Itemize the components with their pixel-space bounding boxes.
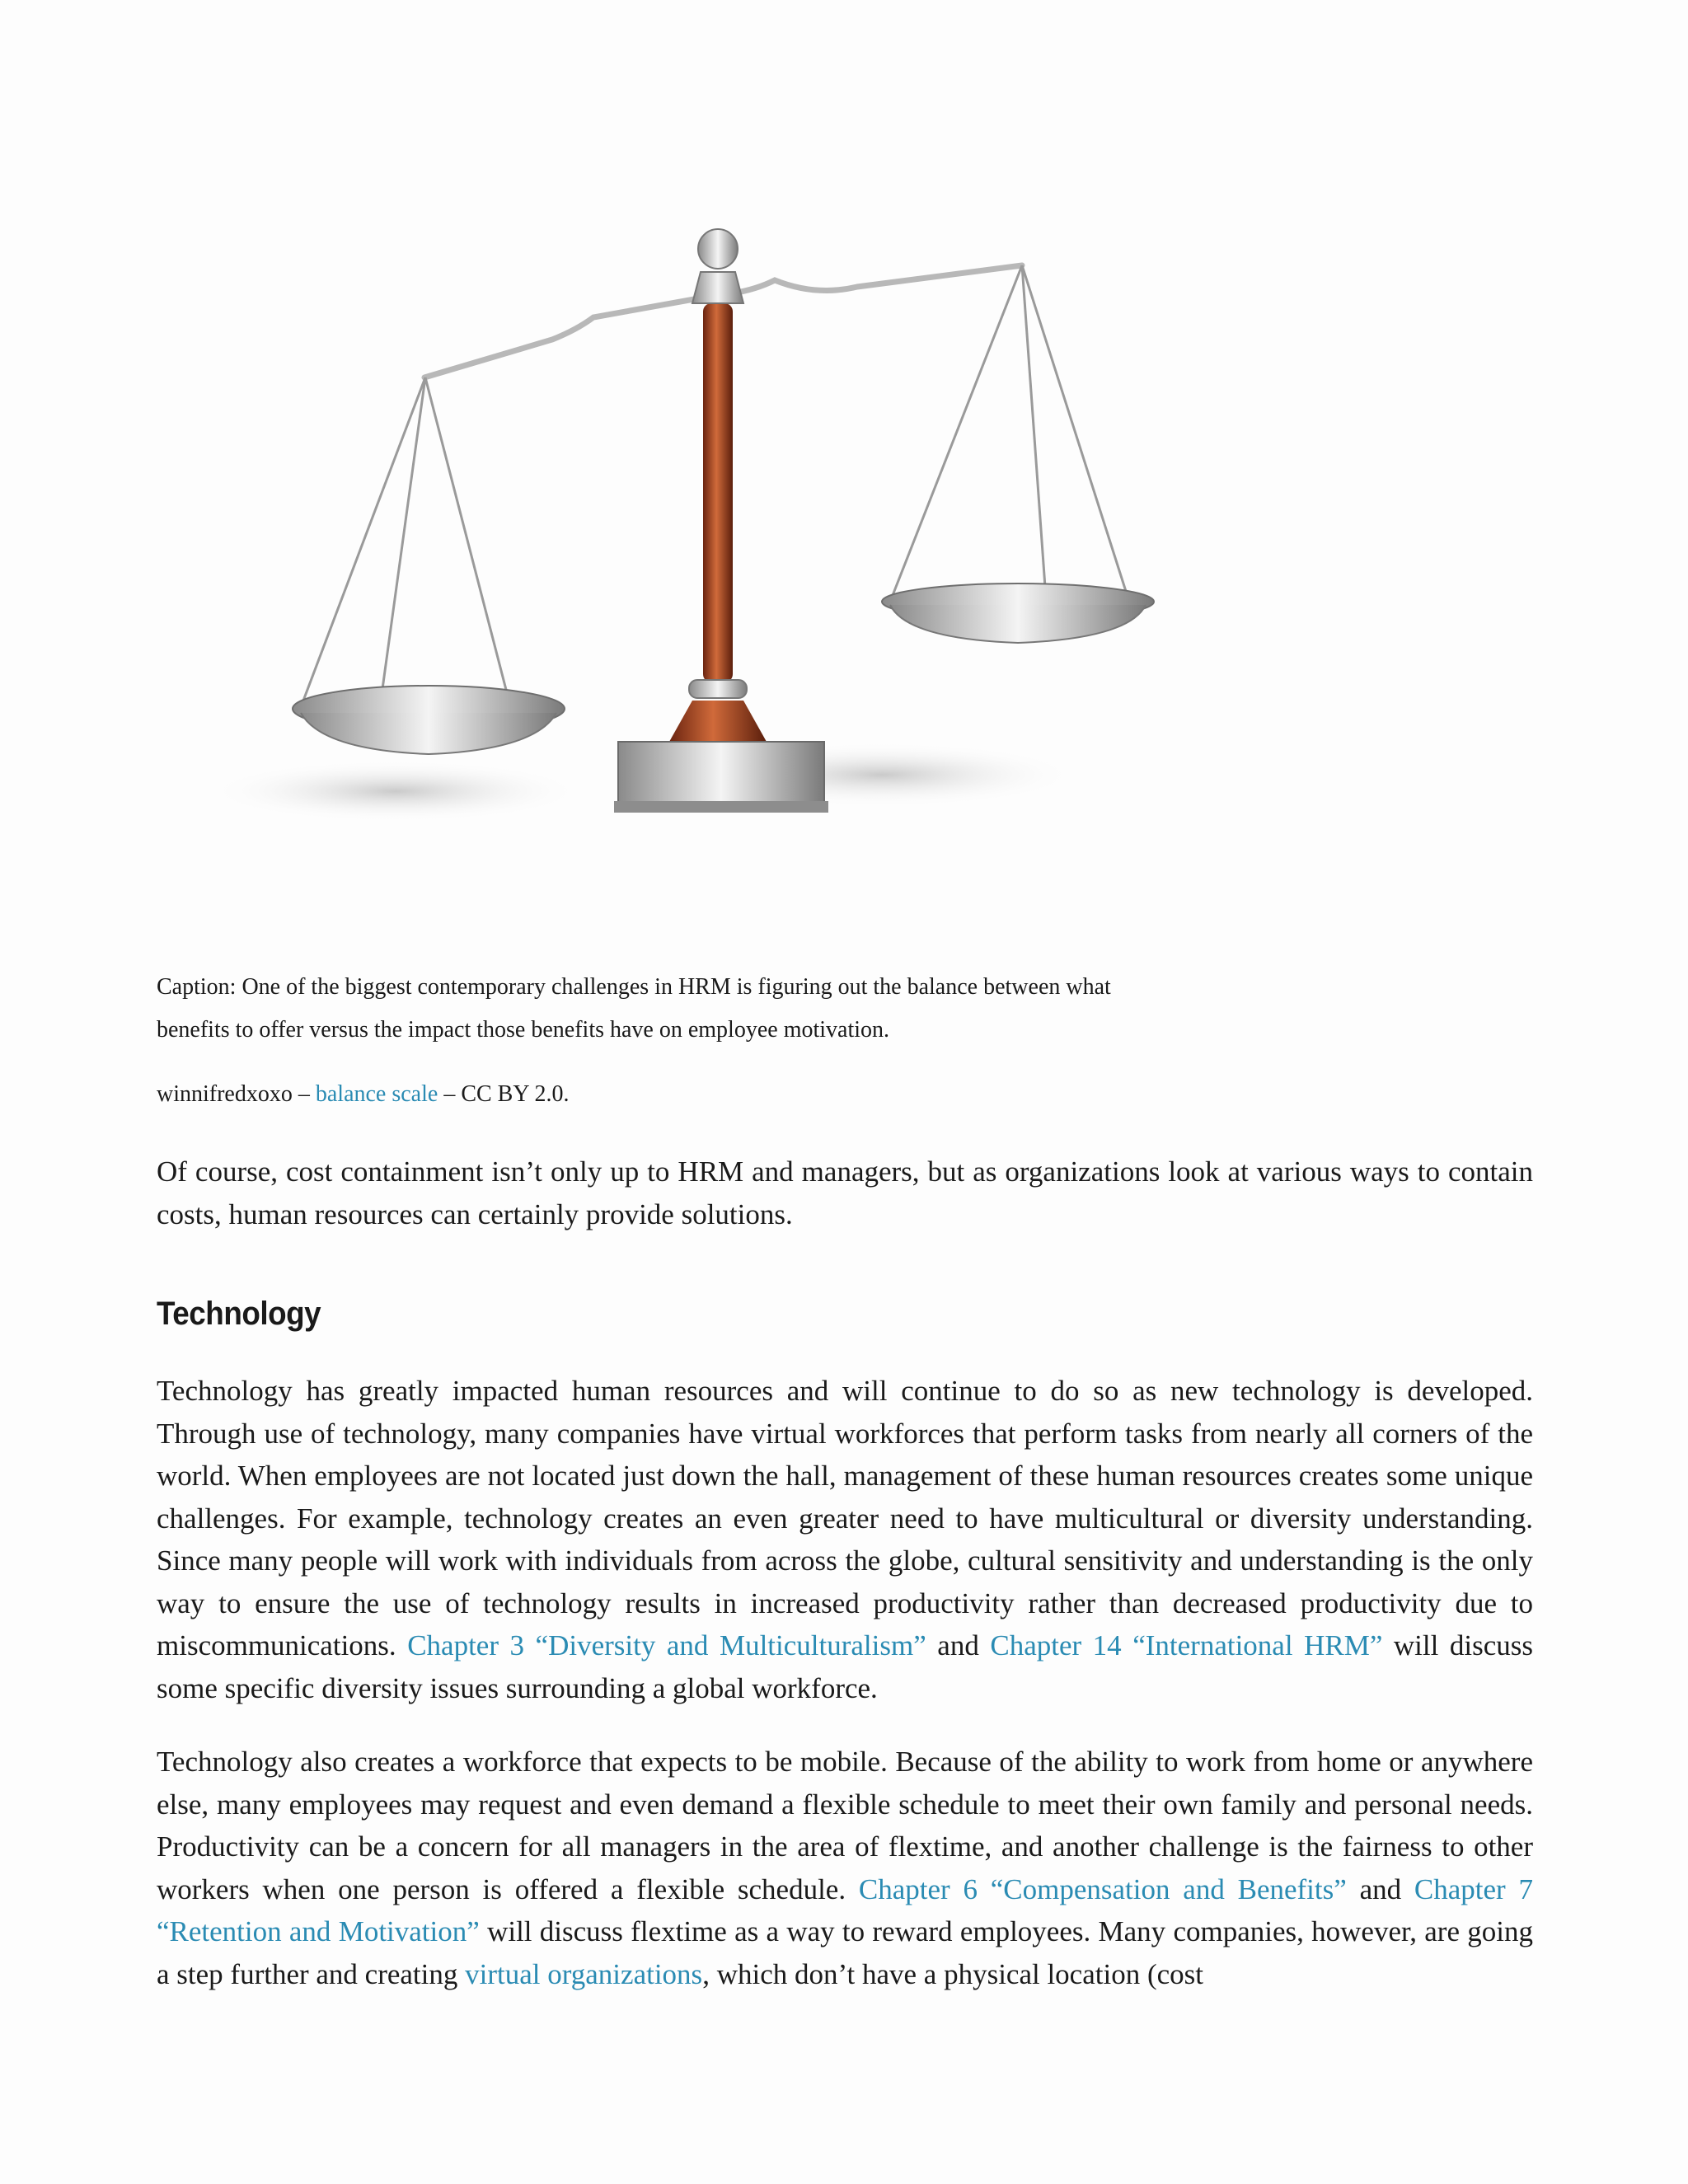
credit-license: – CC BY 2.0.	[438, 1081, 570, 1107]
caption-line-2: benefits to offer versus the impact those benefits have on employee motivation.	[157, 1017, 890, 1043]
section-heading-technology: Technology	[157, 1296, 321, 1332]
balance-scale-figure	[157, 214, 1179, 841]
virtual-organizations-link[interactable]: virtual organizations	[465, 1957, 703, 1990]
paragraph-text: Technology has greatly impacted human resources and will continue to do so as new technology is developed. Through use of technology, many companies have virtual workforces that perform tasks from nearly all corners of the world. When employees are not located just down the hall, management of these human resources creates some unique challenges. For example, technology creates an even greater need to have multicultural or diversity understanding. Since many people will work with individuals from across the globe, cultural sensitivity and understanding is the only way to ensure the use of technology results in increased productivity rather than decreased productivity due to miscommunications.	[157, 1375, 1533, 1661]
caption-line-1: Caption: One of the biggest contemporary challenges in HRM is figuring out the balance between what	[157, 974, 1111, 1000]
paragraph-text: , which don’t have a physical location (cost	[702, 1957, 1203, 1990]
credit-link[interactable]: balance scale	[315, 1081, 438, 1107]
balance-scale-icon	[157, 214, 1179, 841]
figure-caption	[157, 966, 1228, 1052]
paragraph-text: Technology also creates a workforce that expects to be mobile. Because of the ability to work from home or anywhere else, many employees may request and even demand a flexible schedule to meet their own family and personal needs. Productivity can be a concern for all managers in the area of flextime, and another challenge is the fairness to other workers when one person is offered a flexible schedule.	[157, 1746, 1533, 1905]
paragraph-text: and	[926, 1629, 991, 1661]
paragraph-mobile-workforce	[157, 1741, 1533, 1995]
paragraph-text: and	[1346, 1872, 1414, 1905]
image-credit	[157, 1078, 570, 1111]
chapter-6-link[interactable]: Chapter 6 “Compensation and Benefits”	[858, 1872, 1347, 1905]
paragraph-technology	[157, 1370, 1533, 1709]
chapter-3-link[interactable]: Chapter 3 “Diversity and Multiculturalism”	[407, 1629, 926, 1661]
chapter-14-link[interactable]: Chapter 14 “International HRM”	[990, 1629, 1383, 1661]
paragraph-text: will discuss some specific diversity issues surrounding a global workforce.	[157, 1629, 1534, 1704]
chapter-7-link[interactable]: Chapter 7 “Retention and Motivation”	[157, 1872, 1534, 1947]
credit-author: winnifredxoxo –	[157, 1081, 316, 1107]
paragraph-text: will discuss flextime as a way to reward employees. Many companies, however, are going a step further and creating	[157, 1915, 1533, 1990]
paragraph-cost-containment: Of course, cost containment isn’t only up to HRM and managers, but as organizations look at various ways to contain costs, human resources can certainly provide solutions.	[157, 1155, 1533, 1230]
